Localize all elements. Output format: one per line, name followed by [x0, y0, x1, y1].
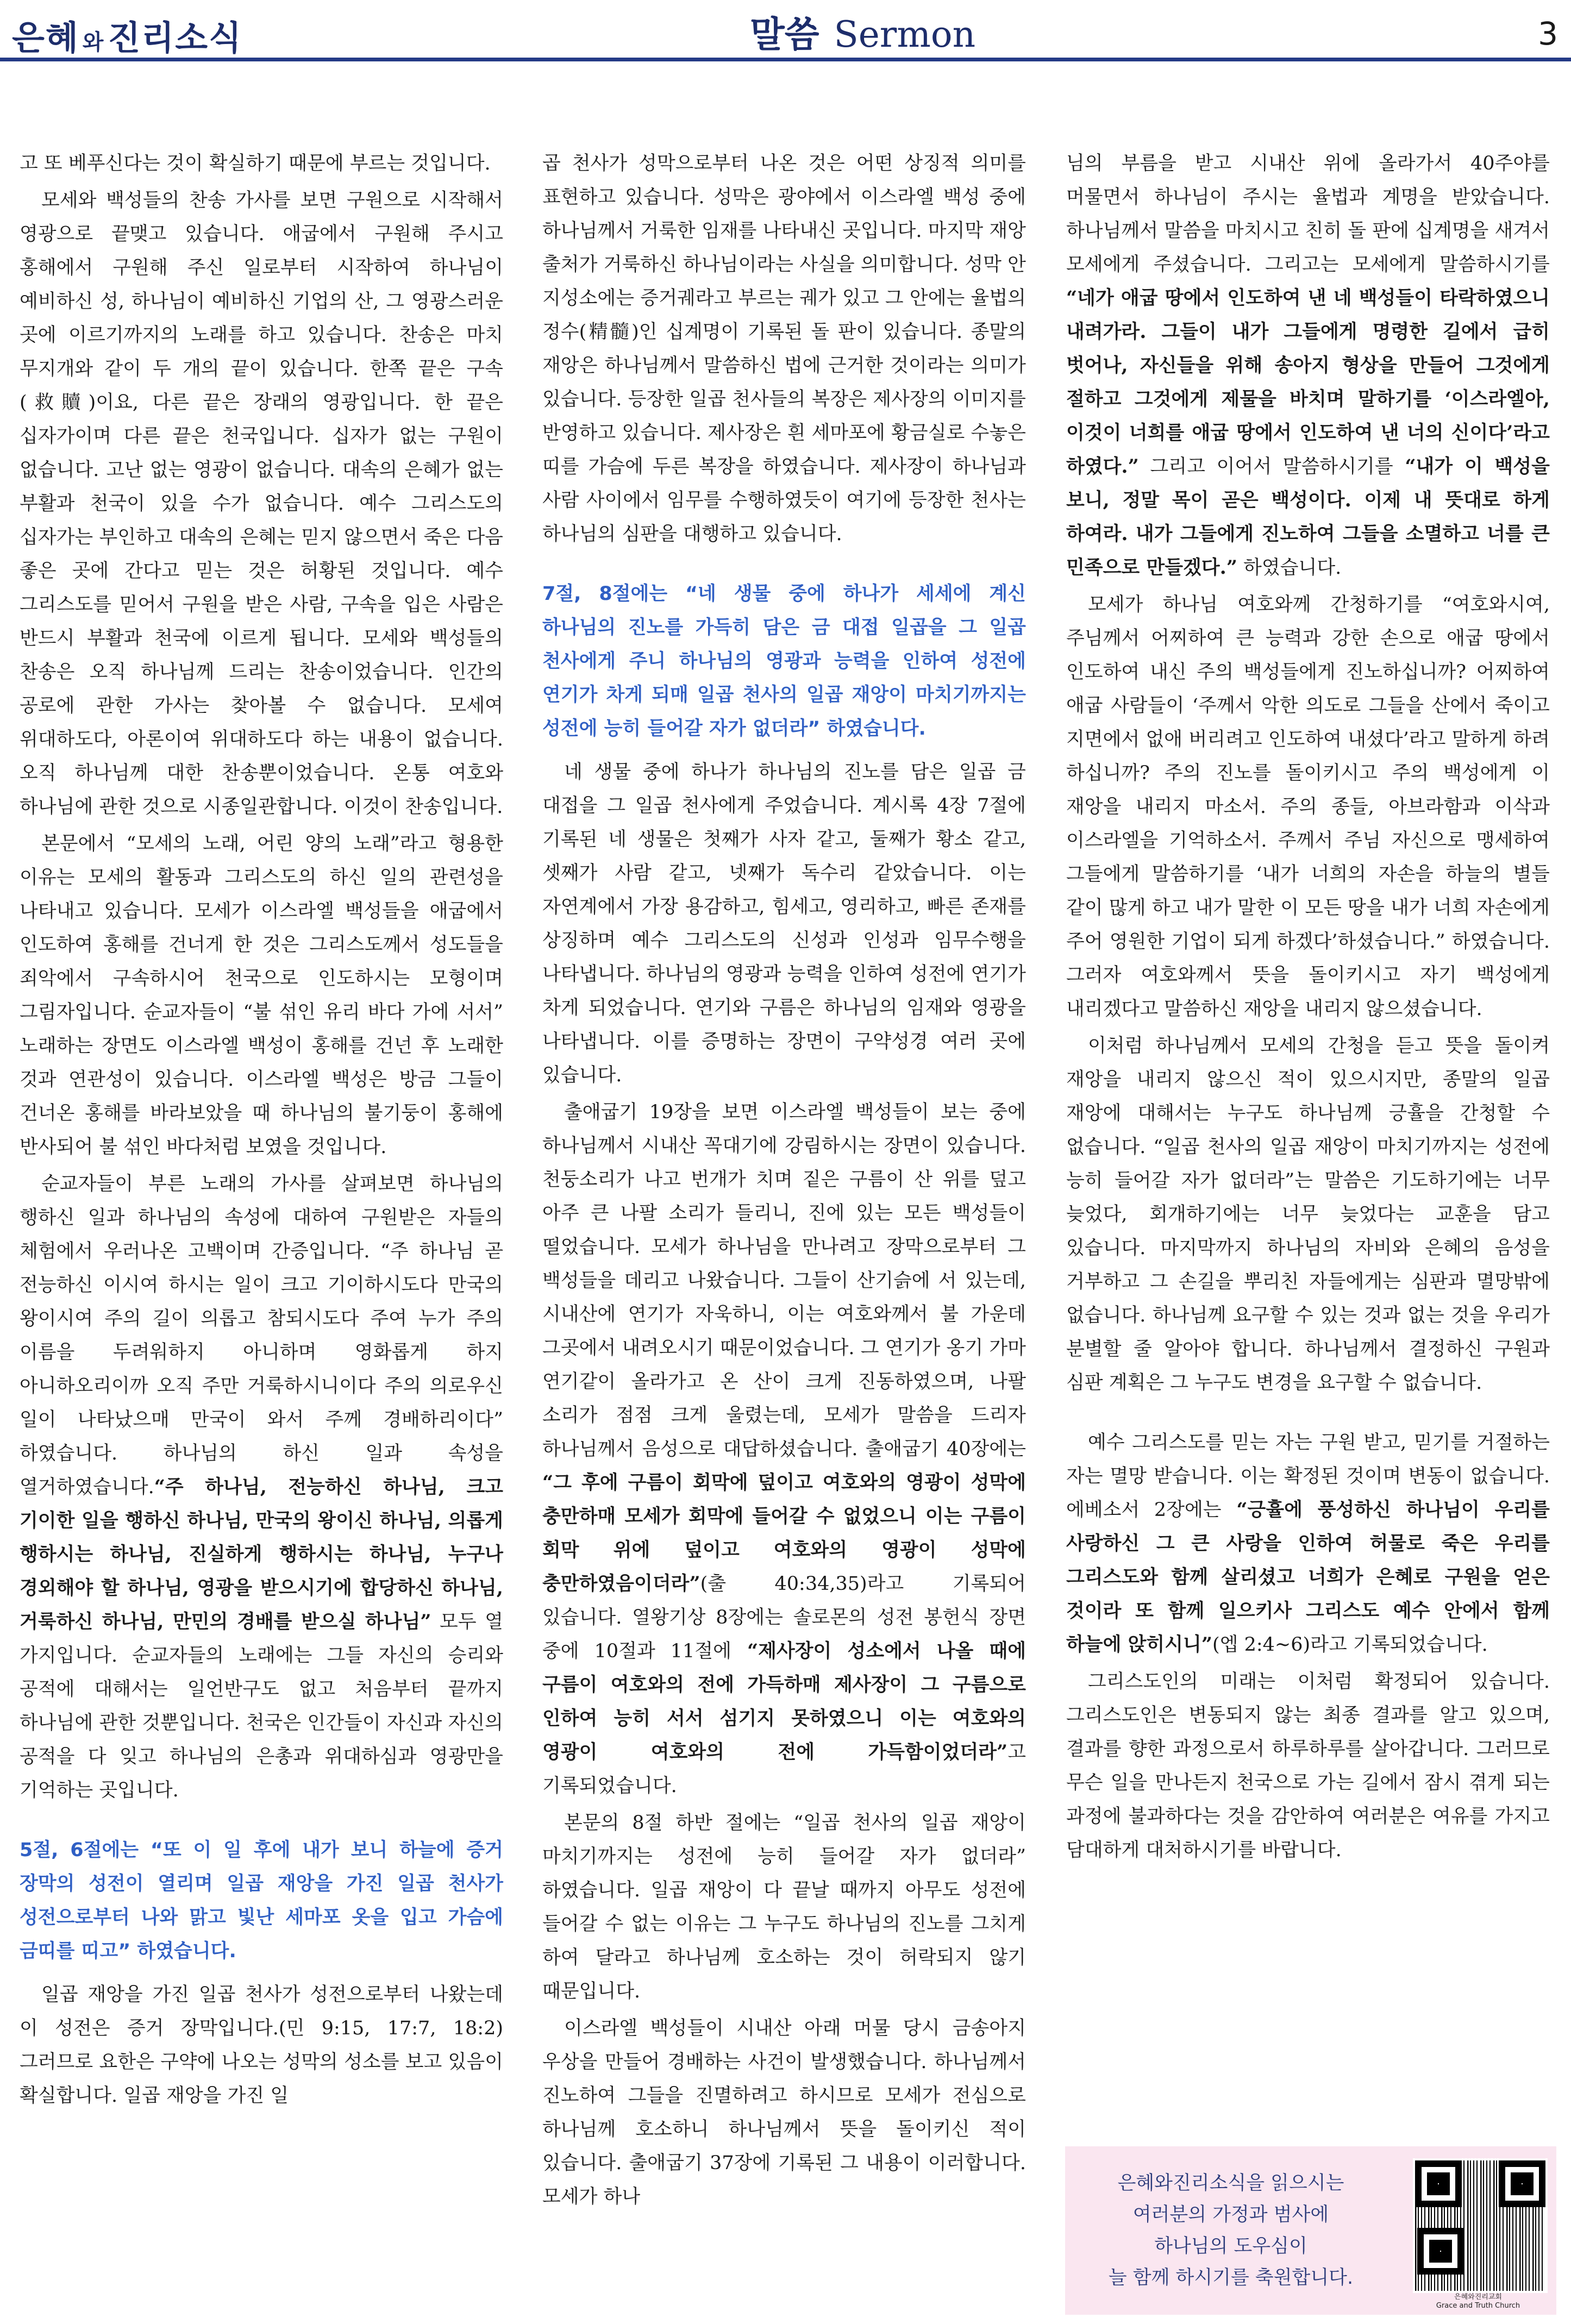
- paragraph: 네 생물 중에 하나가 하나님의 진노를 담은 일곱 금 대접을 그 일곱 천사에게 주었습니다. 계시록 4장 7절에 기록된 네 생물은 첫째가 사자 같고, 둘째가 황소 같고, 셋째가 사람 같고, 넷째가 독수리 같았습니다. 이는 자연계에서 가장 용감하고, 힘세고, 영리하고, 빠른 존재를 상징하며 예수 그리스도의 신성과 인성과 임무수행을 나타냅니다. 하나님의 영광과 능력을 인하여 성전에 연기가 차게 되었습니다. 연기와 구름은 하나님의 임재와 영광을 나타냅니다. 이를 증명하는 장면이 구약성경 여러 곳에 있습니다.: [542, 761, 1026, 1086]
- section-title-en: Sermon: [834, 14, 976, 55]
- paragraph: [20, 1167, 503, 1807]
- qr-caption: 은혜와진리교회: [1454, 2293, 1502, 2301]
- masthead-logo: [12, 11, 242, 59]
- blessing-line: 여러분의 가정과 범사에: [1132, 2204, 1329, 2226]
- header-rule: [0, 58, 1571, 61]
- qr-code[interactable]: [1413, 2158, 1543, 2310]
- page-number: 3: [1538, 15, 1558, 52]
- qr-caption-en: Grace and Truth Church: [1436, 2302, 1520, 2310]
- subheading: 7절, 8절에는 “네 생물 중에 하나가 세세에 계신 하나님의 진노를 가득히 담은 금 대접 일곱을 그 일곱 천사에게 주니 하나님의 영광과 능력을 인하여 성전에 연기가 차게 되매 일곱 천사의 일곱 재앙이 마치기까지는 성전에 능히 들어갈 자가 없더라” 하였습니다.: [542, 583, 1026, 740]
- bold-quote: “네가 애굽 땅에서 인도하여 낸 네 백성들이 타락하였으니 내려가라. 그들이 내가 그들에게 명령한 길에서 급히 벗어나, 자신들을 위해 송아지 형상을 만들어 그것에게 절하고 그것에게 제물을 바치며 말하기를 ‘이스라엘아, 이것이 너희를 애굽 땅에서 인도하여 낸 너의 신이다’라고 하였다.”: [1066, 287, 1550, 478]
- masthead-part-2: 진리소식: [108, 18, 243, 58]
- paragraph: 이처럼 하나님께서 모세의 간청을 듣고 뜻을 돌이켜 재앙을 내리지 않으신 적이 있으시지만, 종말의 일곱 재앙에 대해서는 누구도 하나님께 긍휼을 간청할 수 없습니다. “일곱 천사의 일곱 재앙이 마치기까지는 성전에 능히 들어갈 자가 없더라”는 말씀은 기도하기에는 너무 늦었다, 회개하기에는 너무 늦었다는 교훈을 담고 있습니다. 마지막까지 하나님의 자비와 은혜의 음성을 거부하고 그 손길을 뿌리친 자들에게는 심판과 멸망밖에 없습니다. 하나님께 요구할 수 있는 것과 없는 것을 우리가 분별할 줄 알아야 합니다. 하나님께서 결정하신 구원과 심판 계획은 그 누구도 변경을 요구할 수 없습니다.: [1066, 1035, 1550, 1394]
- text-run: 예수 그리스도를 믿는 자는 구원 받고, 믿기를 거절하는 자는 멸망 받습니다. 이는 확정된 것이며 변동이 없습니다. 에베소서 2장에는: [1066, 1432, 1550, 1521]
- blessing-box: [1065, 2146, 1556, 2315]
- paragraph: 모세와 백성들의 찬송 가사를 보면 구원으로 시작해서 영광으로 끝맺고 있습니다. 애굽에서 구원해 주시고 홍해에서 구원해 주신 일로부터 시작하여 하나님이 예비하신 성, 하나님이 예비하신 기업의 산, 그 영광스러운 곳에 이르기까지의 노래를 하고 있습니다. 찬송은 마치 무지개와 같이 두 개의 끝이 있습니다. 한쪽 끝은 구속(救贖)이요, 다른 끝은 장래의 영광입니다. 한 끝은 십자가이며 다른 끝은 천국입니다. 십자가 없는 구원이 없습니다. 고난 없는 영광이 없습니다. 대속의 은혜가 없는 부활과 천국이 있을 수가 없습니다. 예수 그리스도의 십자가는 부인하고 대속의 은혜는 믿지 않으면서 죽은 다음 좋은 곳에 간다고 믿는 것은 허황된 것입니다. 예수 그리스도를 믿어서 구원을 받은 사람, 구속을 입은 사람은 반드시 부활과 천국에 이르게 됩니다. 모세와 백성들의 찬송은 오직 하나님께 드리는 찬송이었습니다. 인간의 공로에 관한 가사는 찾아볼 수 없습니다. 모세여 위대하도다, 아론이여 위대하도다 하는 내용이 없습니다. 오직 하나님께 대한 찬송뿐이었습니다. 온통 여호와 하나님에 관한 것으로 시종일관합니다. 이것이 찬송입니다.: [20, 190, 503, 818]
- column-3: [1066, 147, 1550, 1870]
- text-run: 출애굽기 19장을 보면 이스라엘 백성들이 보는 중에 하나님께서 시내산 꼭대기에 강림하시는 장면이 있습니다. 천둥소리가 나고 번개가 치며 짙은 구름이 산 위를 덮고 아주 큰 나팔 소리가 들리니, 진에 있는 모든 백성들이 떨었습니다. 모세가 하나님을 만나려고 장막으로부터 그 백성들을 데리고 나왔습니다. 그들이 산기슭에 서 있는데, 시내산에 연기가 자욱하니, 이는 여호와께서 불 가운데 그곳에서 내려오시기 때문이었습니다. 그 연기가 옹기 가마 연기같이 올라가고 온 산이 크게 진동하였으며, 나팔 소리가 점점 크게 울렸는데, 모세가 말씀을 드리자 하나님께서 음성으로 대답하셨습니다. 출애굽기 40장에는: [542, 1101, 1026, 1460]
- section-title-ko: 말씀: [750, 14, 819, 55]
- paragraph: 본문에서 “모세의 노래, 어린 양의 노래”라고 형용한 이유는 모세의 활동과 그리스도의 하신 일의 관련성을 나타내고 있습니다. 모세가 이스라엘 백성들을 애굽에서 인도하여 홍해를 건너게 한 것은 그리스도께서 성도들을 죄악에서 구속하시어 천국으로 인도하시는 모형이며 그림자입니다. 순교자들이 “불 섞인 유리 바다 가에 서서” 노래하는 장면도 이스라엘 백성이 홍해를 건넌 후 노래한 것과 연관성이 있습니다. 이스라엘 백성은 방금 그들이 건너온 홍해를 바라보았을 때 하나님의 불기둥이 홍해에 반사되어 불 섞인 바다처럼 보였을 것입니다.: [20, 833, 503, 1158]
- paragraph: [542, 1095, 1026, 1803]
- bold-quote: “내가 이 백성을 보니, 정말 목이 곧은 백성이다. 이제 내 뜻대로 하게 하여라. 내가 그들에게 진노하여 그들을 소멸하고 너를 큰 민족으로 만들겠다.”: [1066, 455, 1550, 579]
- text-run: 모두 열 가지입니다. 순교자들의 노래에는 그들 자신의 승리와 공적에 대해서는 일언반구도 없고 처음부터 끝까지 하나님에 관한 것뿐입니다. 천국은 인간들이 자신과 자신의 공적을 다 잊고 하나님의 은총과 위대하심과 영광만을 기억하는 곳입니다.: [20, 1611, 503, 1801]
- paragraph: [1066, 1426, 1550, 1662]
- paragraph: [1066, 147, 1550, 585]
- paragraph: 이스라엘 백성들이 시내산 아래 머물 당시 금송아지 우상을 만들어 경배하는 사건이 발생했습니다. 하나님께서 진노하여 그들을 진멸하려고 하시므로 모세가 전심으로 하나님께 호소하니 하나님께서 뜻을 돌이키신 적이 있습니다. 출애굽기 37장에 기록된 그 내용이 이러합니다. 모세가 하나: [542, 2018, 1026, 2208]
- text-run: 고 기록되었습니다.: [542, 1742, 1026, 1797]
- paragraph: 고 또 베푸신다는 것이 확실하기 때문에 부르는 것입니다.: [20, 153, 491, 174]
- blessing-line: 은혜와진리소식을 읽으시는: [1117, 2172, 1344, 2194]
- bold-quote: “긍휼에 풍성하신 하나님이 우리를 사랑하신 그 큰 사랑을 인하여 허물로 죽은 우리를 그리스도와 함께 살리셨고 너희가 은혜로 구원을 얻은 것이라 또 함께 일으키사 그리스도 예수 안에서 함께 하늘에 앉히시니”: [1066, 1499, 1550, 1656]
- bold-quote: “제사장이 성소에서 나올 때에 구름이 여호와의 전에 가득하매 제사장이 그 구름으로 인하여 능히 서서 섬기지 못하였으니 이는 여호와의 영광이 여호와의 전에 가득함이었더라”: [542, 1640, 1027, 1763]
- masthead-small: 와: [82, 30, 105, 55]
- text-run: (엡 2:4~6)라고 기록되었습니다.: [1212, 1634, 1488, 1656]
- text-run: 님의 부름을 받고 시내산 위에 올라가서 40주야를 머물면서 하나님이 주시는 율법과 계명을 받았습니다. 하나님께서 말씀을 마치시고 친히 돌 판에 십계명을 새겨서 모세에게 주셨습니다. 그리고는 모세에게 말씀하시기를: [1066, 153, 1550, 275]
- section-title: [750, 5, 975, 57]
- blessing-line: 하나님의 도우심이: [1154, 2235, 1307, 2257]
- qr-code-icon: [1413, 2158, 1548, 2293]
- bold-quote: “주 하나님, 전능하신 하나님, 크고 기이한 일을 행하신 하나님, 만국의 왕이신 하나님, 의롭게 행하시는 하나님, 진실하게 행하시는 하나님, 누구나 경외해야 할 하나님, 영광을 받으시기에 합당하신 하나님, 거룩하신 하나님, 만민의 경배를 받으실 하나님”: [20, 1476, 503, 1633]
- masthead-part-1: 은혜: [12, 18, 79, 58]
- column-2: [542, 147, 1026, 2217]
- paragraph: 본문의 8절 하반 절에는 “일곱 천사의 일곱 재앙이 마치기까지는 성전에 능히 들어갈 자가 없더라” 하였습니다. 일곱 재앙이 다 끝날 때까지 아무도 성전에 들어갈 수 없는 이유는 그 누구도 하나님의 진노를 그치게 하여 달라고 하나님께 호소하는 것이 허락되지 않기 때문입니다.: [542, 1812, 1026, 2002]
- blessing-line: 늘 함께 하시기를 축원합니다.: [1108, 2267, 1354, 2289]
- text-run: 그리고 이어서 말씀하시기를: [1138, 456, 1393, 478]
- column-1: [20, 147, 503, 2116]
- paragraph: 곱 천사가 성막으로부터 나온 것은 어떤 상징적 의미를 표현하고 있습니다. 성막은 광야에서 이스라엘 백성 중에 하나님께서 거룩한 임재를 나타내신 곳입니다. 마지막 재앙 출처가 거룩하신 하나님이라는 사실을 의미합니다. 성막 안 지성소에는 증거궤라고 부르는 궤가 있고 그 안에는 율법의 정수(精髓)인 십계명이 기록된 돌 판이 있습니다. 종말의 재앙은 하나님께서 말씀하신 법에 근거한 것이라는 의미가 있습니다. 등장한 일곱 천사들의 복장은 제사장의 이미지를 반영하고 있습니다. 제사장은 흰 세마포에 황금실로 수놓은 띠를 가슴에 두른 복장을 하였습니다. 제사장이 하나님과 사람 사이에서 임무를 수행하였듯이 여기에 등장한 천사는 하나님의 심판을 대행하고 있습니다.: [542, 153, 1026, 545]
- paragraph: 모세가 하나님 여호와께 간청하기를 “여호와시여, 주님께서 어찌하여 큰 능력과 강한 손으로 애굽 땅에서 인도하여 내신 주의 백성들에게 진노하십니까? 어찌하여 애굽 사람들이 ‘주께서 악한 의도로 그들을 산에서 죽이고 지면에서 없애 버리려고 인도하여 내셨다’라고 말하게 하려 하십니까? 주의 진노를 돌이키시고 주의 백성에게 이 재앙을 내리지 마소서. 주의 종들, 아브라함과 이삭과 이스라엘을 기억하소서. 주께서 주님 자신으로 맹세하여 그들에게 말씀하기를 ‘내가 너희의 자손을 하늘의 별들 같이 많게 하고 내가 말한 이 모든 땅을 내가 너희 자손에게 주어 영원한 기업이 되게 하겠다’하셨습니다.” 하였습니다. 그러자 여호와께서 뜻을 돌이키시고 자기 백성에게 내리겠다고 말씀하신 재앙을 내리지 않으셨습니다.: [1066, 594, 1550, 1020]
- text-run: (출 40:34,35)라고 기록되어 있습니다. 열왕기상 8장에는 솔로몬의 성전 봉헌식 장면 중에 10절과 11절에: [542, 1573, 1026, 1662]
- page-header: [0, 0, 1571, 71]
- paragraph: 그리스도인의 미래는 이처럼 확정되어 있습니다. 그리스도인은 변동되지 않는 최종 결과를 알고 있으며, 결과를 향한 과정으로서 하루하루를 살아갑니다. 그러므로 무슨 일을 만나든지 천국으로 가는 길에서 잠시 겪게 되는 과정에 불과하다는 것을 감안하여 여러분은 여유를 가지고 담대하게 대처하시기를 바랍니다.: [1066, 1671, 1550, 1861]
- subheading: 5절, 6절에는 “또 이 일 후에 내가 보니 하늘에 증거 장막의 성전이 열리며 일곱 재앙을 가진 일곱 천사가 성전으로부터 나와 맑고 빛난 세마포 옷을 입고 가슴에 금띠를 띠고” 하였습니다.: [20, 1839, 503, 1962]
- paragraph: 일곱 재앙을 가진 일곱 천사가 성전으로부터 나왔는데 이 성전은 증거 장막입니다.(민 9:15, 17:7, 18:2) 그러므로 요한은 구약에 나오는 성막의 성소를 보고 있음이 확실합니다. 일곱 재앙을 가진 일: [20, 1984, 503, 2107]
- blessing-text: [1065, 2168, 1397, 2294]
- text-run: 순교자들이 부른 노래의 가사를 살펴보면 하나님의 행하신 일과 하나님의 속성에 대하여 구원받은 자들의 체험에서 우러나온 고백이며 간증입니다. “주 하나님 곧 전능하신 이시여 하시는 일이 크고 기이하시도다 만국의 왕이시여 주의 길이 의롭고 참되시도다 주여 누가 주의 이름을 두려워하지 아니하며 영화롭게 하지 아니하오리이까 오직 주만 거룩하시니이다 주의 의로우신 일이 나타났으매 만국이 와서 주께 경배하리이다” 하였습니다. 하나님의 하신 일과 속성을 열거하였습니다.: [20, 1173, 503, 1498]
- bold-quote: “그 후에 구름이 회막에 덮이고 여호와의 영광이 성막에 충만하매 모세가 회막에 들어갈 수 없었으니 이는 구름이 회막 위에 덮이고 여호와의 영광이 성막에 충만하였음이더라”: [542, 1471, 1026, 1595]
- text-run: 하였습니다.: [1237, 557, 1342, 579]
